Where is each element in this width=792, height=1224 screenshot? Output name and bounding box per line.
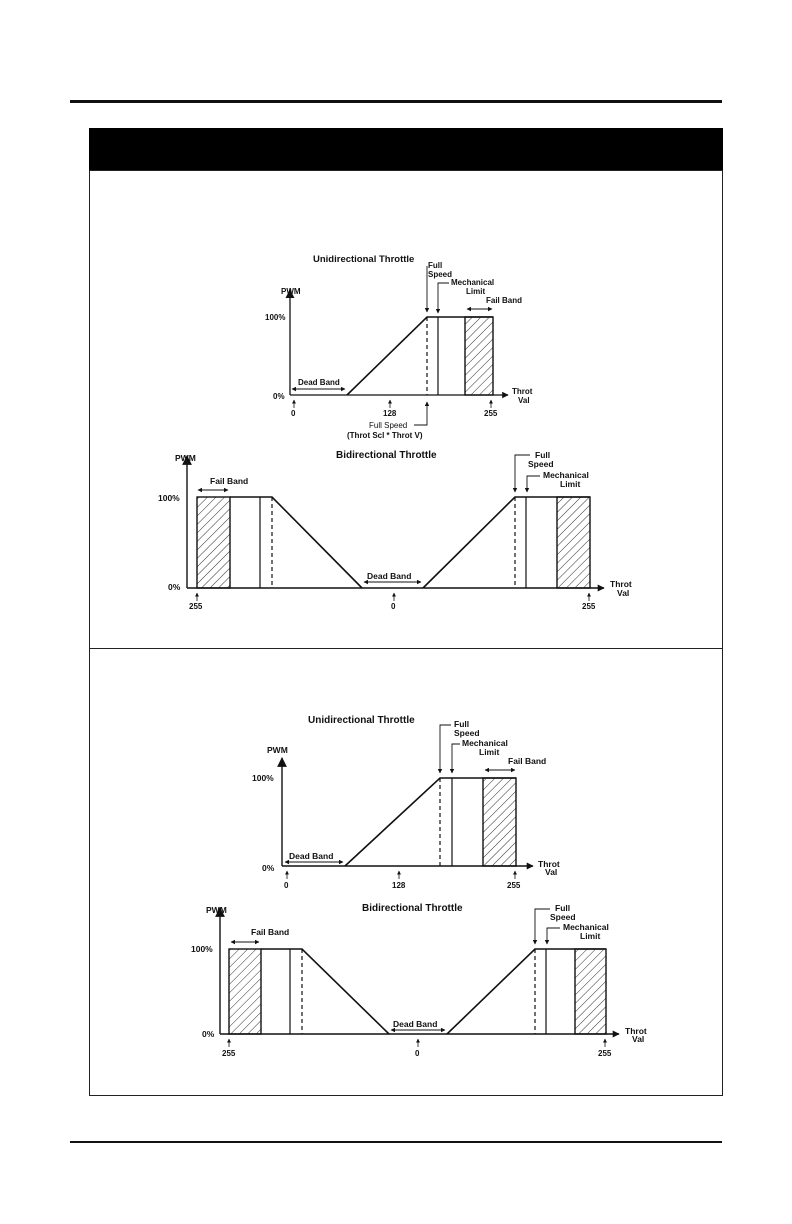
uni-full-speed-note-1: Full Speed (369, 421, 408, 430)
uni2-tick-128-label: 128 (392, 881, 406, 890)
bi2-dead-band-label: Dead Band (393, 1019, 438, 1029)
uni2-mech-arrow (452, 744, 460, 773)
uni2-mech-label-2: Limit (479, 747, 500, 757)
uni-tick-255-label: 255 (484, 409, 498, 418)
bi-y-max-label: 100% (158, 493, 180, 503)
bi-tick-right-label: 255 (582, 602, 596, 611)
bi-mech-label-1: Mechanical (543, 470, 589, 480)
bi2-right-fail-band-region (575, 949, 606, 1034)
uni-full-speed-note-arrow (414, 402, 427, 425)
uni-y-min-label: 0% (273, 392, 285, 401)
uni-tick-0-label: 0 (291, 409, 296, 418)
bi-x-axis-label-1: Throt (610, 579, 632, 589)
bi-dead-band-label: Dead Band (367, 571, 412, 581)
bi-fail-band-label: Fail Band (210, 476, 249, 486)
uni2-y-axis-label: PWM (267, 745, 288, 755)
uni-y-max-label: 100% (265, 313, 286, 322)
uni-mech-label-2: Limit (466, 287, 486, 296)
uni-full-speed-label-2: Speed (428, 270, 453, 279)
uni-title: Unidirectional Throttle (313, 254, 415, 265)
uni2-fail-band-label: Fail Band (508, 756, 547, 766)
uni-x-axis-label-1: Throt (512, 387, 533, 396)
uni2-x-axis-label-2: Val (545, 867, 558, 877)
uni2-tick-255-label: 255 (507, 881, 521, 890)
panel2-unidirectional-diagram (252, 715, 560, 890)
bi-right-fail-band-region (557, 497, 590, 588)
bi2-full-speed-label-2: Speed (550, 912, 576, 922)
uni-y-axis-label: PWM (281, 287, 301, 296)
bi-left-pwm-curve (230, 497, 362, 588)
bi-tick-left-label: 255 (189, 602, 203, 611)
bi2-full-speed-arrow (535, 909, 550, 944)
bi2-mech-label-2: Limit (580, 931, 601, 941)
bi2-tick-right-label: 255 (598, 1049, 612, 1058)
panel1-bidirectional-diagram (158, 450, 632, 611)
bi2-y-max-label: 100% (191, 944, 213, 954)
uni2-fail-band-region (483, 778, 516, 866)
bi2-x-axis-label-2: Val (632, 1034, 645, 1044)
uni-fail-band-region (465, 317, 493, 395)
uni2-y-min-label: 0% (262, 863, 275, 873)
bi-mech-label-2: Limit (560, 479, 581, 489)
bi2-tick-left-label: 255 (222, 1049, 236, 1058)
uni-x-axis-label-2: Val (518, 396, 530, 405)
uni-fail-band-label: Fail Band (486, 296, 523, 305)
bi2-y-min-label: 0% (202, 1029, 215, 1039)
uni2-full-speed-label-2: Speed (454, 728, 480, 738)
bi-title: Bidirectional Throttle (336, 450, 437, 461)
bi2-mech-label-1: Mechanical (563, 922, 609, 932)
uni2-tick-0-label: 0 (284, 881, 289, 890)
bi2-left-fail-band-region (229, 949, 261, 1034)
bi-y-axis-label: PWM (175, 453, 196, 463)
bi2-fail-band-label: Fail Band (251, 927, 290, 937)
uni-mech-label-1: Mechanical (451, 278, 495, 287)
bi-full-speed-label-2: Speed (528, 459, 554, 469)
uni2-dead-band-label: Dead Band (289, 851, 334, 861)
uni2-y-max-label: 100% (252, 773, 274, 783)
uni-dead-band-label: Dead Band (298, 378, 340, 387)
bi2-tick-mid-label: 0 (415, 1049, 420, 1058)
bi-full-speed-label-1: Full (535, 450, 551, 460)
bi-y-min-label: 0% (168, 582, 181, 592)
uni2-x-axis-label-1: Throt (538, 859, 560, 869)
uni-mech-arrow (438, 283, 449, 313)
uni2-full-speed-arrow (440, 725, 451, 773)
panel1-unidirectional-diagram (265, 254, 533, 440)
uni2-mech-label-1: Mechanical (462, 738, 508, 748)
bi-tick-mid-label: 0 (391, 602, 396, 611)
bi2-x-axis-label-1: Throt (625, 1026, 647, 1036)
uni2-full-speed-label-1: Full (454, 719, 470, 729)
bi-left-fail-band-region (197, 497, 230, 588)
uni-full-speed-note-2: (Throt Scl * Throt V) (347, 431, 423, 440)
bi2-left-pwm-curve (261, 949, 389, 1034)
uni-full-speed-label-1: Full (428, 261, 443, 270)
bi-x-axis-label-2: Val (617, 588, 630, 598)
bi2-full-speed-label-1: Full (555, 903, 571, 913)
bi2-title: Bidirectional Throttle (362, 903, 463, 914)
panel2-bidirectional-diagram (191, 903, 647, 1058)
bi2-y-axis-label: PWM (206, 905, 227, 915)
bi2-mech-arrow (547, 928, 560, 944)
uni2-title: Unidirectional Throttle (308, 715, 415, 726)
bi-mech-arrow (527, 476, 540, 492)
uni-tick-128-label: 128 (383, 409, 397, 418)
